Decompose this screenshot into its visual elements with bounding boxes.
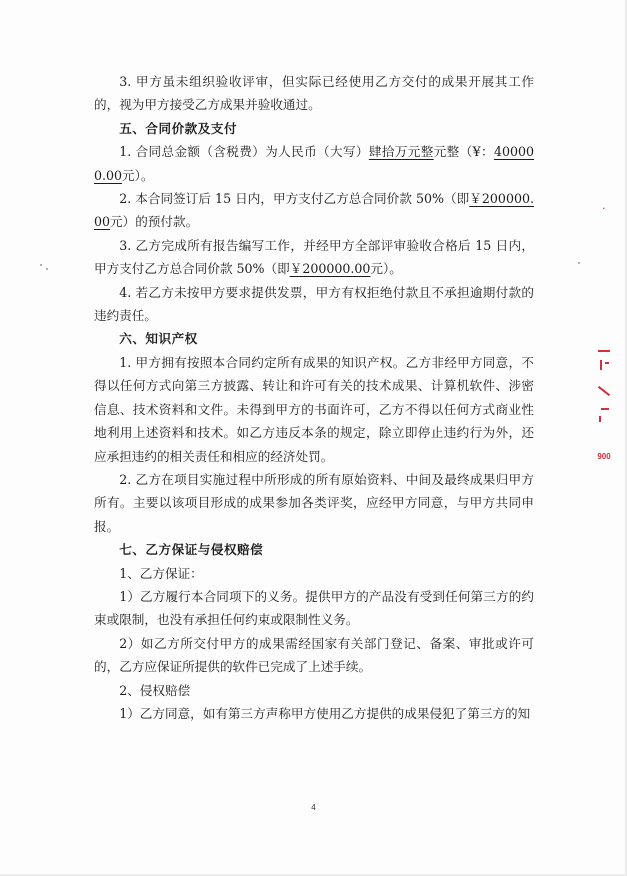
page-number: 4 <box>311 803 316 812</box>
paragraph: 2. 乙方在项目实施过程中所形成的所有原始资料、中间及最终成果归甲方所有。主要以该项目形成的成果参加各类评奖，应经甲方同意，与甲方共同申报。 <box>94 471 534 534</box>
paragraph: 1）乙方同意，如有第三方声称甲方使用乙方提供的成果侵犯了第三方的知 <box>119 705 531 721</box>
paragraph: 2）如乙方所交付甲方的成果需经国家有关部门登记、备案、审批或许可的，乙方应保证所提供的软件已完成了上述手续。 <box>94 635 534 675</box>
paragraph: 4. 若乙方未按甲方要求提供发票，甲方有权拒绝付款且不承担逾期付款的违约责任。 <box>94 284 534 324</box>
scan-speck <box>578 262 580 264</box>
paragraph-text: 元整（¥： <box>433 144 494 160</box>
paragraph-text: 1. 合同总金额（含税费）为人民币（大写） <box>119 144 369 160</box>
paragraph: 1）乙方履行本合同项下的义务。提供甲方的产品没有受到任何第三方的约束或限制，也没有承担任何约束或限制性义务。 <box>94 588 534 628</box>
paragraph <box>94 140 534 187</box>
scan-speck <box>40 264 42 266</box>
paragraph: 3. 甲方虽未组织验收评审，但实际已经使用乙方交付的成果开展其工作的，视为甲方接受乙方成果并验收通过。 <box>94 74 534 113</box>
filled-blank: 肆拾万元整 <box>368 144 434 160</box>
seal-fragment-bottom: 900 <box>597 452 611 461</box>
seal-fragment-top: · <box>602 204 606 213</box>
paragraph-text: 2. 本合同签订后 15 日内，甲方支付乙方总合同价款 50%（即 <box>119 191 470 207</box>
scan-speck <box>46 268 48 270</box>
seal-fragment-middle <box>595 350 613 428</box>
document-body <box>94 70 534 725</box>
paragraph-text: 元）。 <box>122 167 154 183</box>
paragraph-text: 3. 乙方完成所有报告编写工作，并经甲方全部评审验收合格后 15 日内，甲方支付乙方总合同价款 50%（即 <box>94 237 534 277</box>
filled-blank: 400000.00 <box>94 144 535 183</box>
paragraph: 1、乙方保证： <box>119 565 203 581</box>
section-heading: 五、合同价款及支付 <box>119 120 238 136</box>
section-heading: 六、知识产权 <box>119 331 198 347</box>
filled-blank: ￥200000.00 <box>289 261 371 277</box>
section-heading: 七、乙方保证与侵权赔偿 <box>119 542 264 558</box>
filled-blank: ￥200000.00 <box>94 191 534 230</box>
paragraph <box>94 234 534 281</box>
paragraph-text: 元）的预付款。 <box>110 214 199 230</box>
paragraph <box>94 187 534 234</box>
paragraph: 1. 甲方拥有按照本合同约定所有成果的知识产权。乙方非经甲方同意，不得以任何方式向第三方披露、转让和许可有关的技术成果、计算机软件、涉密信息、技术资料和文件。未得到甲方的书面许可，乙方不得以任何方式商业性地利用上述资料和技术。如乙方违反本条的规定，除立即停止违约行为外，还应承担违约的相关责任和相应的经济处罚。 <box>94 354 534 464</box>
paragraph: 2、侵权赔偿 <box>119 682 191 698</box>
paragraph-text: 元）。 <box>370 261 402 277</box>
